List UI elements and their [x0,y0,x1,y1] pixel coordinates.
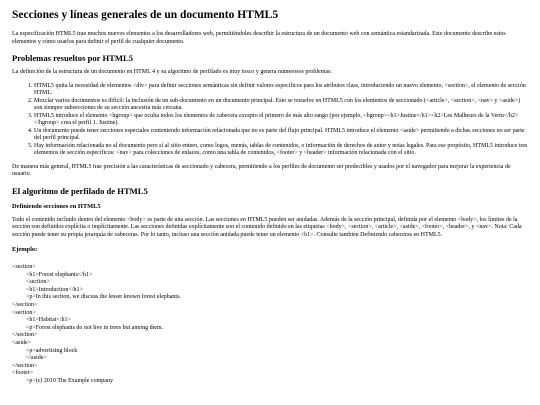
intro-paragraph: La especificación HTML5 trae muchos nuevos elementos a los desarrolladores web, permitiéndoles describir la estructura de un documento web con semántica estandarizada. Este documento describe estos elementos y cómo usarlos para definir el perfil de cualquier documento. [12,31,506,45]
example-label: Ejemplo: [12,246,38,253]
code-line: <p>advertising block [26,347,78,354]
code-example [12,264,528,386]
problems-intro: La definición de la estructura de un documento en HTML 4 y su algoritmo de perfilado es muy tosco y genera numerosos problemas: [12,69,333,75]
code-line: </section> [12,362,38,369]
list-item: 1. HTML5 quita la necesidad de elementos <div> para definir secciones semánticas sin definir valores específicos para los atributos class, introduciendo un nuevo elemento, <section>, el elemento de sección HTML. [34,83,528,98]
code-line: <p>(c) 2010 The Example company [26,377,113,384]
code-line: <aside> [12,339,32,346]
problems-outro: De manera más general, HTML5 trae precisión a las características de seccionado y cabecera, permitiendo a los perfiles de documento ser predecibles y usados por el navegador para mejorar la experiencia de usuario. [12,163,511,177]
code-line: <section> [12,309,36,316]
subheading-defining-sections: Definiendo secciones en HTML5 [12,202,101,210]
code-line: <footer> [12,370,34,377]
list-item: 5. Hay información relacionada no al documento pero sí al sitio entero, como logos, menús, tablas de contenidos, o información de derechos de autor y notas legales. Para ese propósito, HTML5 introduce tres elementos de sección específicos: <nav> para colecciones de enlaces, como una tabla de contenidos, <footer> y <header> información relacionada con el sitio. [34,143,528,158]
code-line: <section> [26,279,50,286]
code-line: </aside> [26,355,47,362]
code-line: <p>Forest elephants do not live in trees but among them. [26,324,164,331]
list-item: 2. Mezclar varios documentos es difícil: la inclusión de un sub-documento en un documento principal. Esto se resuelve en HTML5 con los elementos de seccionado (<article>, <section>, <nav> y <aside>) son siempre subsecciones de su sección ancestra más cercana. [34,98,528,113]
code-line: </section> [12,332,38,339]
code-line: <section> [12,264,36,270]
problems-list [12,83,528,158]
code-line: <h1>Habitat</h1> [26,317,71,324]
code-line: <p>In this section, we discuss the lesser known forest elephants. [26,294,181,301]
list-item: 4. Un documento puede tener secciones especiales conteniendo información relacionada que no es parte del flujo principal. HTML5 introduce el elemento <aside> permitiendo a dichas secciones no ser parte del perfil principal. [34,128,528,143]
code-line: </section> [12,301,38,308]
defining-sections-body: Todo el contenido incluido dentro del elemento <body> es parte de una sección. Las secciones en HTML5 pueden ser anidadas. Además de la sección principal, definida por el elemento <body>, los límites de la sección son definidos explícita o implícitamente. Las secciones definidas explícitamente son el contenido definido en las etiquetas <body>, <section>, <article>, <aside>, <footer>, <header>, y <nav>. Nota: Cada sección puede tener su propia jerarquía de cabeceras. Por lo tanto, incluso una sección anidada puede tener un elemento <h1>. Consulte también Definiendo cabeceras en HTML5. [12,216,522,238]
code-line: <h1>Forest elephants</h1> [26,271,93,278]
list-item: 3. HTML5 introduce el elemento <hgroup> que oculta todos los elementos de cabecera excepto el primero de más alto rango (por ejemplo, <hgroup><h1>Justine</h1><h2>Les Malheurs de la Vertu</h2></hgroup> crea el perfil 1. Justine). [34,113,528,128]
code-line: <h1>Introduction</h1> [26,286,83,293]
page-title: Secciones y líneas generales de un documento HTML5 [12,9,279,21]
section-heading-algorithm: El algoritmo de perfilado de HTML5 [12,185,148,196]
section-heading-problems: Problemas resueltos por HTML5 [12,53,134,63]
